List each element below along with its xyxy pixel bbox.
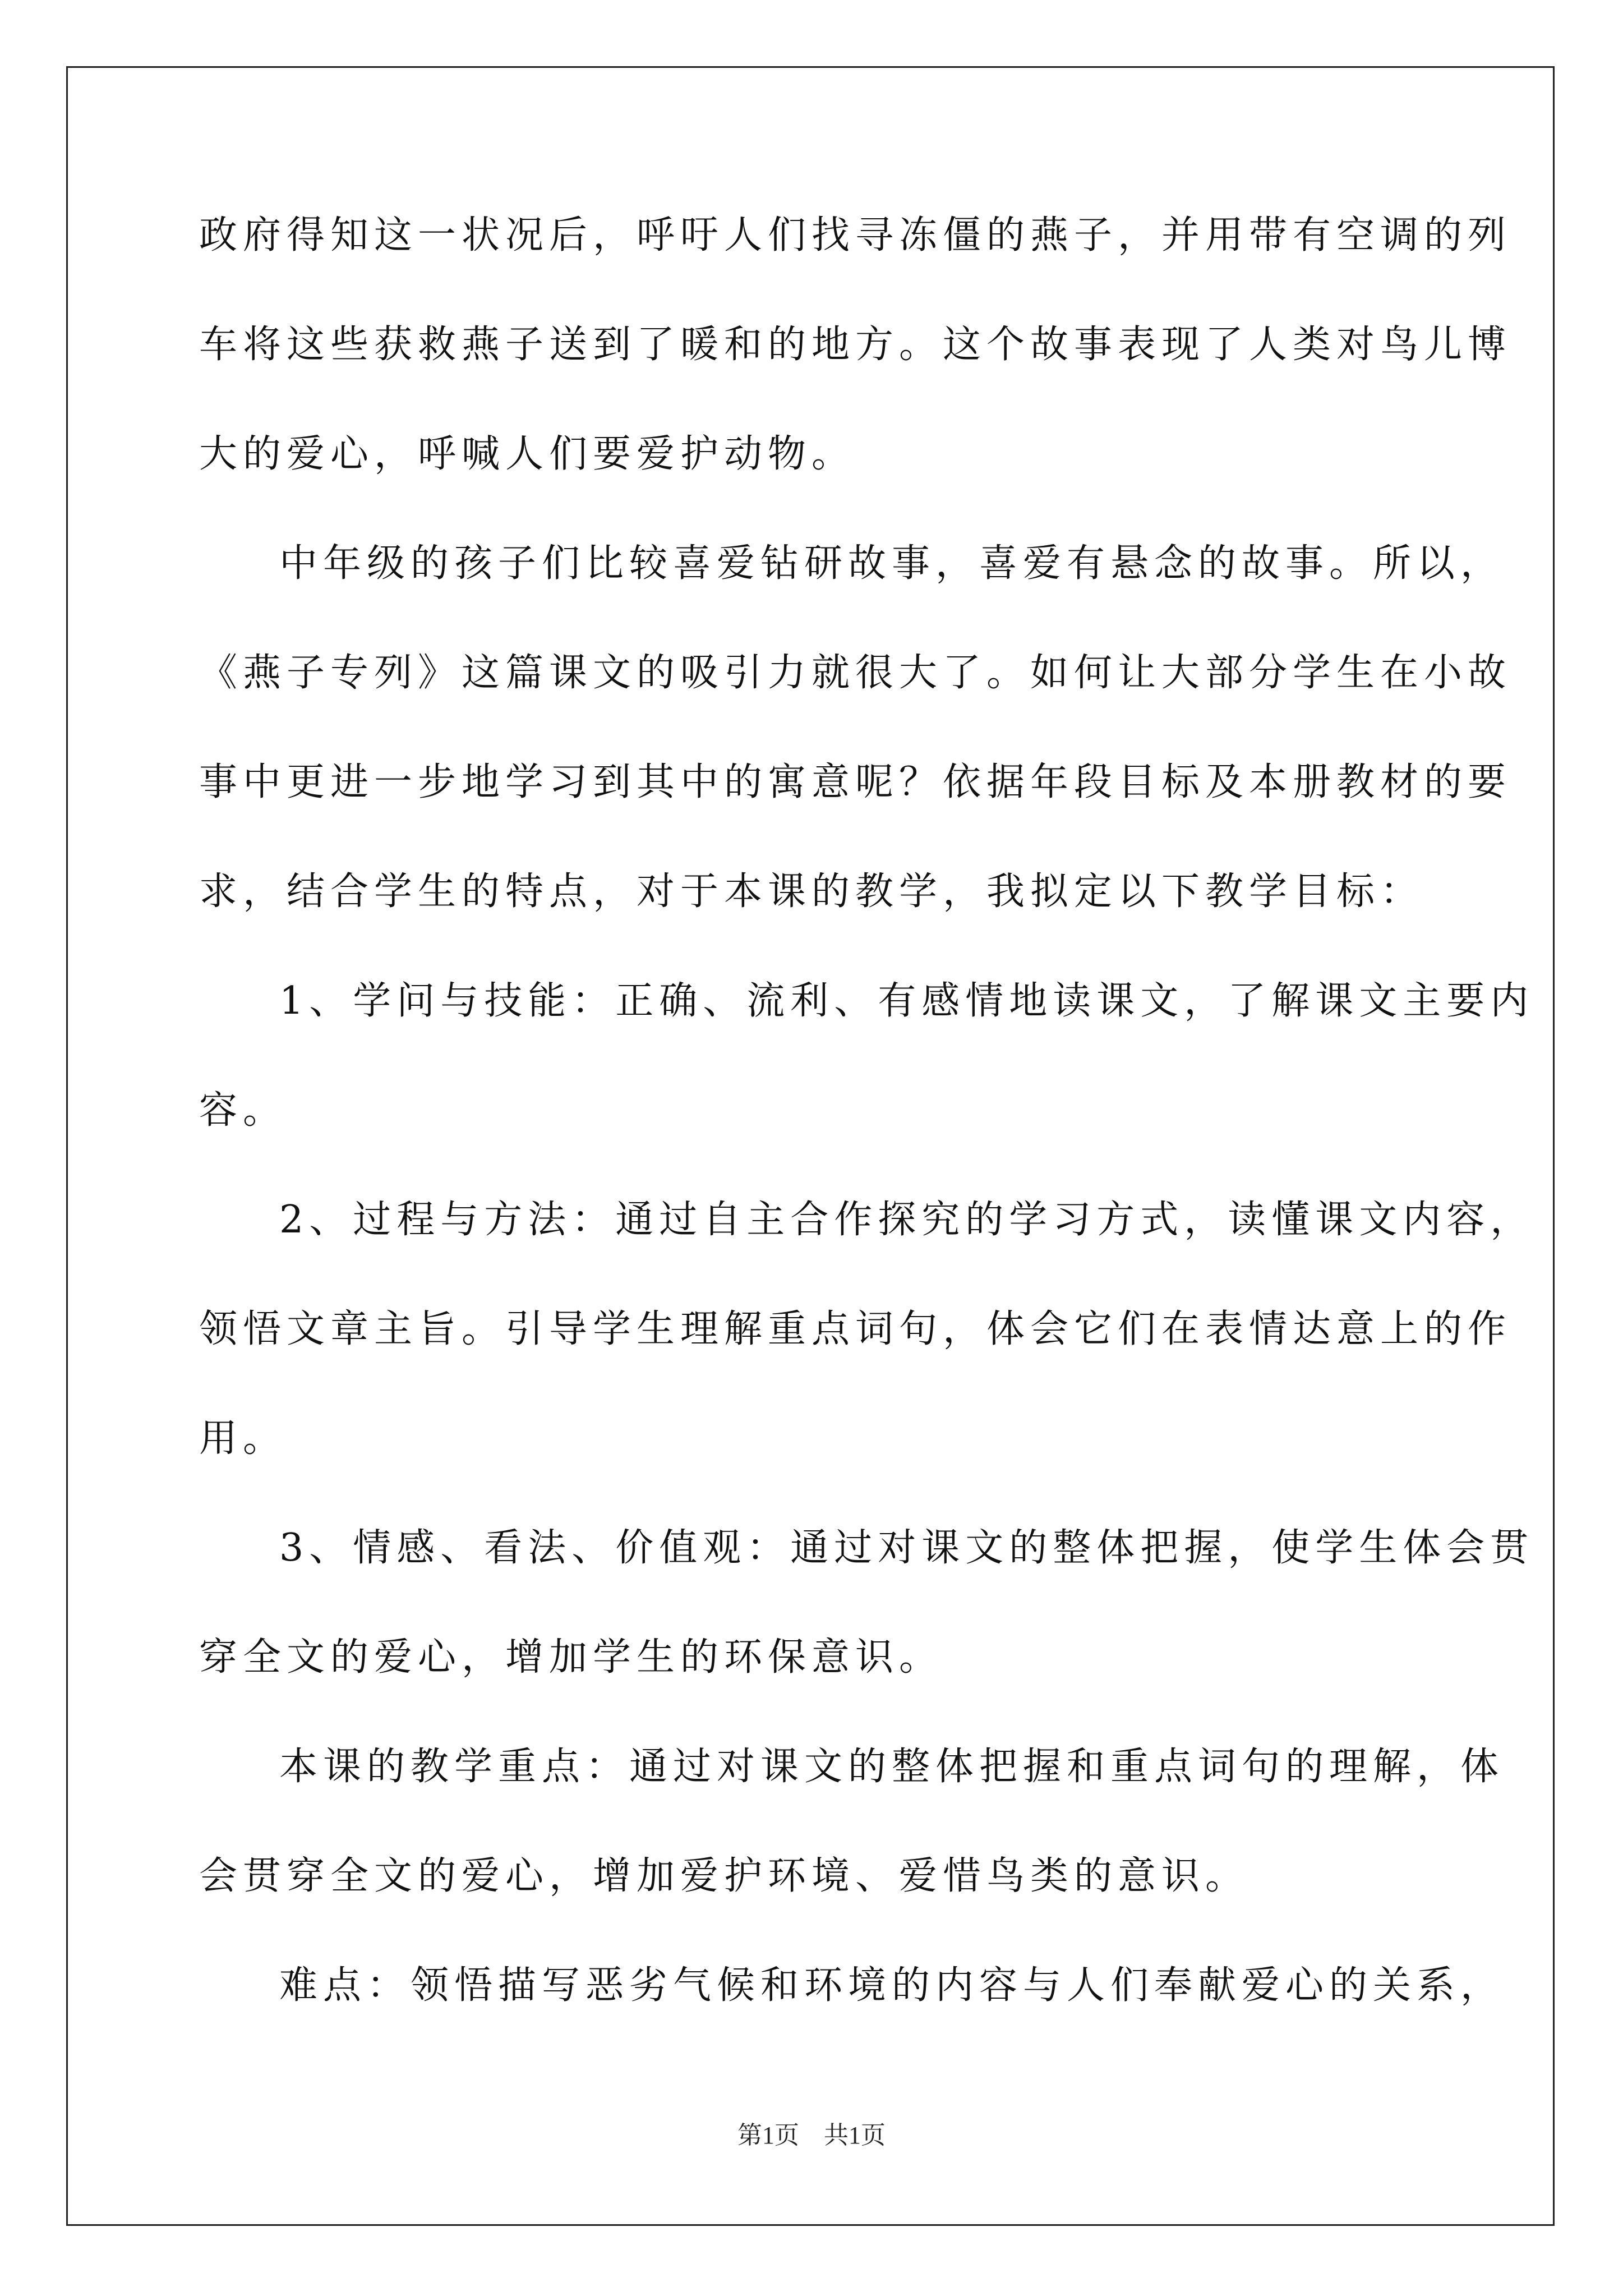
text-line: 2、过程与方法：通过自主合作探究的学习方式，读懂课文内容， [279, 1198, 1534, 1242]
text-line: 政府得知这一状况后，呼吁人们找寻冻僵的燕子，并用带有空调的列 [199, 213, 1512, 257]
text-line: 大的爱心，呼喊人们要爱护动物。 [199, 432, 856, 476]
text-line: 1、学问与技能：正确、流利、有感情地读课文，了解课文主要内 [279, 979, 1534, 1023]
text-line: 中年级的孩子们比较喜爱钻研故事，喜爱有悬念的故事。所以， [279, 541, 1505, 586]
text-line: 会贯穿全文的爱心，增加爱护环境、爱惜鸟类的意识。 [199, 1854, 1249, 1898]
page-number: 第1页 共1页 [737, 2122, 886, 2149]
text-line: 求，结合学生的特点，对于本课的教学，我拟定以下教学目标： [199, 869, 1424, 914]
text-line: 本课的教学重点：通过对课文的整体把握和重点词句的理解，体 [279, 1745, 1505, 1789]
text-line: 《燕子专列》这篇课文的吸引力就很大了。如何让大部分学生在小故 [199, 651, 1512, 695]
text-line: 3、情感、看法、价值观：通过对课文的整体把握，使学生体会贯 [279, 1526, 1534, 1570]
text-line: 难点：领悟描写恶劣气候和环境的内容与人们奉献爱心的关系， [279, 1963, 1505, 2008]
text-line: 领悟文章主旨。引导学生理解重点词句，体会它们在表情达意上的作 [199, 1307, 1512, 1351]
text-line: 事中更进一步地学习到其中的寓意呢？依据年段目标及本册教材的要 [199, 760, 1512, 804]
text-line: 车将这些获救燕子送到了暖和的地方。这个故事表现了人类对鸟儿博 [199, 323, 1512, 367]
text-line: 穿全文的爱心，增加学生的环保意识。 [199, 1635, 943, 1680]
text-line: 用。 [199, 1416, 287, 1461]
text-line: 容。 [199, 1088, 287, 1133]
